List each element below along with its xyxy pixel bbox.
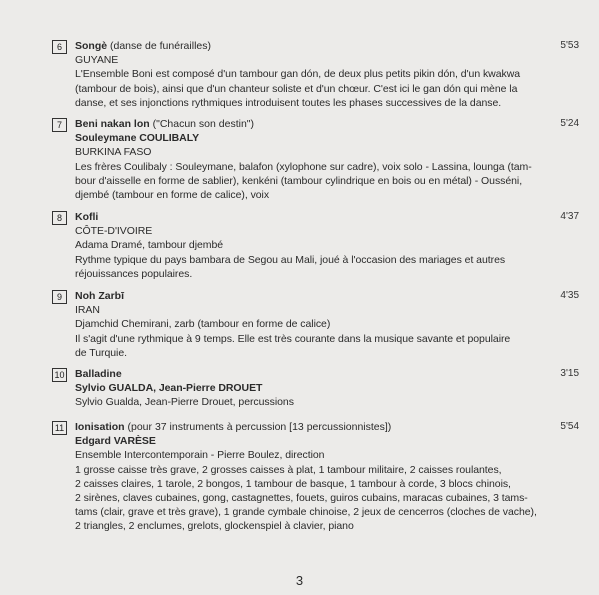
track-number-box: 6 xyxy=(52,40,67,54)
track-title: Kofli xyxy=(75,211,99,223)
track-title: Songè xyxy=(75,40,108,52)
track-artist: Sylvio GUALDA, Jean-Pierre DROUET xyxy=(75,382,263,395)
track-heading xyxy=(75,367,555,381)
track-text-line: bour d'aisselle en forme de sablier), kenkéni (tambour cylindrique en bois ou en métal) - Ousséni, xyxy=(75,174,523,187)
track-text-line: 1 grosse caisse très grave, 2 grosses caisses à plat, 1 tambour militaire, 2 caisses roulantes, xyxy=(75,463,502,476)
track-number-box: 9 xyxy=(52,290,67,304)
track-text-line: tams (clair, grave et très grave), 1 grande cymbale chinoise, 2 jeux de cencerros (cloches de vache), xyxy=(75,506,537,519)
track-body xyxy=(75,210,555,281)
track-number-box: 8 xyxy=(52,211,67,225)
track-text-line: danse, et ses injonctions rythmiques introduisent toutes les phases successives de la danse. xyxy=(75,96,502,109)
track-subtitle: ("Chacun son destin") xyxy=(149,118,255,130)
track-text-line: réjouissances populaires. xyxy=(75,267,193,280)
track-subtitle: (danse de funérailles) xyxy=(107,40,211,52)
track-title: Ionisation xyxy=(75,421,125,433)
track-heading xyxy=(75,289,555,303)
track-body xyxy=(75,420,555,534)
track-body xyxy=(75,367,555,410)
track-title: Beni nakan lon xyxy=(75,118,150,130)
track-text-line: Rythme typique du pays bambara de Segou au Mali, joué à l'occasion des mariages et autres xyxy=(75,253,506,266)
track-number-box: 10 xyxy=(52,368,67,382)
track-text-line: 2 triangles, 2 enclumes, grelots, glockenspiel à clavier, piano xyxy=(75,520,354,533)
track-number-box: 7 xyxy=(52,118,67,132)
track-text-line: L'Ensemble Boni est composé d'un tambour gan dón, de deux plus petits pikin dón, d'un kwakwa xyxy=(75,68,521,81)
track-text-line: Djamchid Chemirani, zarb (tambour en forme de calice) xyxy=(75,318,331,331)
track-text-line: 2 caisses claires, 1 tarole, 2 bongos, 1 tambour de basque, 1 tambour à corde, 3 blocs chinois, xyxy=(75,477,511,490)
track-heading xyxy=(75,210,555,224)
track-text-line: Adama Dramé, tambour djembé xyxy=(75,239,224,252)
track-text-line: IRAN xyxy=(75,304,100,317)
track-text-line: Les frères Coulibaly : Souleymane, balafon (xylophone sur cadre), voix solo - Lassina, lounga (tam- xyxy=(75,160,532,173)
track-text-line: 2 sirènes, claves cubaines, gong, castagnettes, fouets, guiros cubains, maracas cubaines, 3 tams- xyxy=(75,492,528,505)
track-title: Balladine xyxy=(75,368,122,380)
track-duration: 4'35 xyxy=(560,290,579,301)
track-number-box: 11 xyxy=(52,421,67,435)
track-title: Noh Zarbī xyxy=(75,290,124,302)
track-subtitle: (pour 37 instruments à percussion [13 percussionnistes]) xyxy=(124,421,392,433)
track-heading xyxy=(75,117,555,131)
track-body xyxy=(75,39,555,110)
track-text-line: CÔTE-D'IVOIRE xyxy=(75,225,153,238)
track-duration: 4'37 xyxy=(560,211,579,222)
track-text-line: Il s'agit d'une rythmique à 9 temps. Elle est très courante dans la musique savante et populaire xyxy=(75,332,511,345)
page-number: 3 xyxy=(295,573,304,588)
track-body xyxy=(75,289,555,360)
track-body xyxy=(75,117,555,202)
track-duration: 5'54 xyxy=(560,421,579,432)
track-text-line: Ensemble Intercontemporain - Pierre Boulez, direction xyxy=(75,449,325,462)
track-heading xyxy=(75,420,555,434)
track-text-line: GUYANE xyxy=(75,54,119,67)
track-heading xyxy=(75,39,555,53)
track-artist: Edgard VARÈSE xyxy=(75,435,156,448)
track-artist: Souleymane COULIBALY xyxy=(75,132,200,145)
track-duration: 3'15 xyxy=(560,368,579,379)
track-text-line: BURKINA FASO xyxy=(75,146,152,159)
track-duration: 5'53 xyxy=(560,40,579,51)
track-duration: 5'24 xyxy=(560,118,579,129)
track-text-line: djembé (tambour en forme de calice), voix xyxy=(75,189,270,202)
track-text-line: (tambour de bois), ainsi que d'un chanteur soliste et d'un chœur. C'est ici le gan dón qui mène la xyxy=(75,82,518,95)
track-text-line: Sylvio Gualda, Jean-Pierre Drouet, percussions xyxy=(75,396,294,409)
track-text-line: de Turquie. xyxy=(75,346,127,359)
